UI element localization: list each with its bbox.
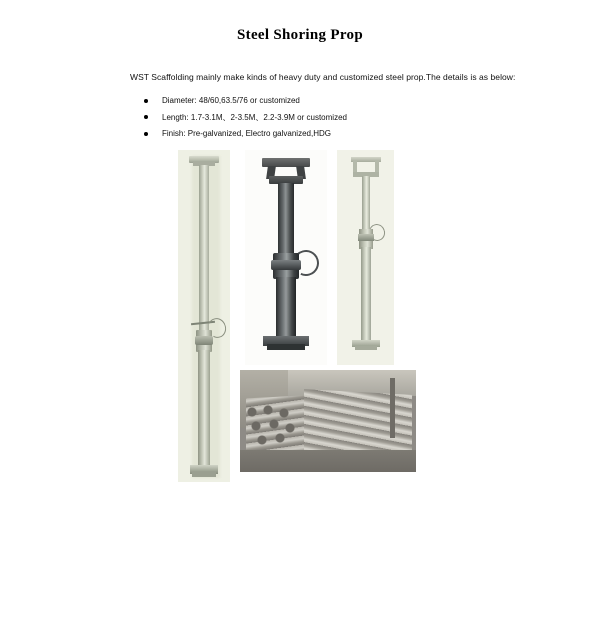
- props-tube-ends: [244, 404, 302, 448]
- intro-paragraph: WST Scaffolding mainly make kinds of heavy duty and customized steel prop.The details is as below:: [130, 72, 516, 82]
- spec-list: [0, 96, 600, 138]
- prop-adjustment-nut: [358, 234, 374, 241]
- page-title: Steel Shoring Prop: [237, 27, 363, 43]
- prop-base-plate-edge: [355, 346, 377, 350]
- prop-lower-tube: [361, 247, 371, 343]
- steel-prop-u-head-photo: [337, 150, 394, 365]
- props-bundle-right: [304, 389, 412, 457]
- document-page: [0, 27, 600, 627]
- list-item: Length: 1.7-3.1M、2-3.5M、2.2-3.9M or customized: [144, 112, 600, 123]
- prop-upper-tube: [362, 176, 370, 231]
- steel-prop-full-length-photo: [178, 150, 230, 482]
- photo-ground: [240, 450, 416, 472]
- steel-prop-dark-closeup-photo: [245, 150, 327, 365]
- prop-lower-tube: [198, 350, 210, 468]
- prop-adjustment-nut: [195, 336, 213, 345]
- prop-adjustment-nut: [271, 260, 301, 270]
- prop-upper-tube: [278, 183, 294, 255]
- prop-base-plate-edge: [192, 472, 216, 477]
- product-image-gallery: [0, 150, 600, 510]
- list-item: Finish: Pre-galvanized, Electro galvanized,HDG: [144, 129, 600, 138]
- prop-base-plate-edge: [267, 344, 305, 350]
- prop-upper-tube: [199, 165, 209, 340]
- background-post: [390, 378, 395, 438]
- steel-props-bundle-photo: [240, 370, 416, 472]
- list-item: Diameter: 48/60,63.5/76 or customized: [144, 96, 600, 105]
- prop-lower-tube: [276, 277, 296, 339]
